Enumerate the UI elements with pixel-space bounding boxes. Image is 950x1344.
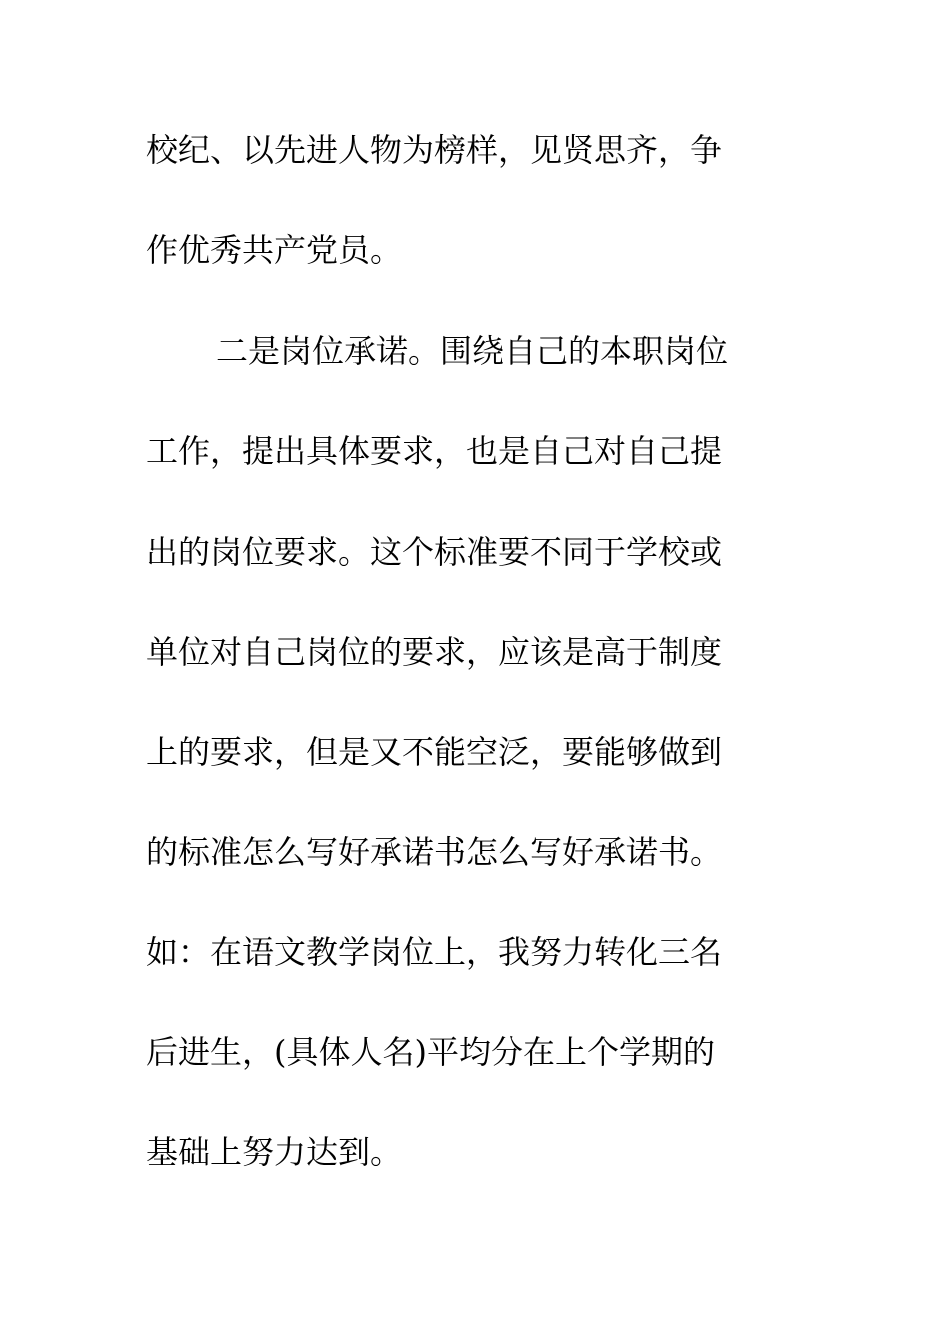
text-line-6: 单位对自己岗位的要求，应该是高于制度 [146, 633, 723, 671]
text-line-8: 的标准怎么写好承诺书怎么写好承诺书。 [146, 833, 723, 871]
text-line-9: 如：在语文教学岗位上，我努力转化三名 [146, 933, 723, 971]
text-line-5: 出的岗位要求。这个标准要不同于学校或 [146, 533, 723, 571]
text-line-4: 工作，提出具体要求，也是自己对自己提 [146, 432, 723, 470]
text-line-2: 作优秀共产党员。 [146, 231, 403, 269]
text-line-7: 上的要求，但是又不能空泛，要能够做到 [146, 733, 723, 771]
text-line-3-indented: 二是岗位承诺。围绕自己的本职岗位 [216, 332, 729, 370]
text-line-11: 基础上努力达到。 [146, 1133, 403, 1171]
text-line-1: 校纪、以先进人物为榜样，见贤思齐，争 [146, 131, 723, 169]
text-line-10: 后进生，(具体人名)平均分在上个学期的 [146, 1033, 715, 1071]
